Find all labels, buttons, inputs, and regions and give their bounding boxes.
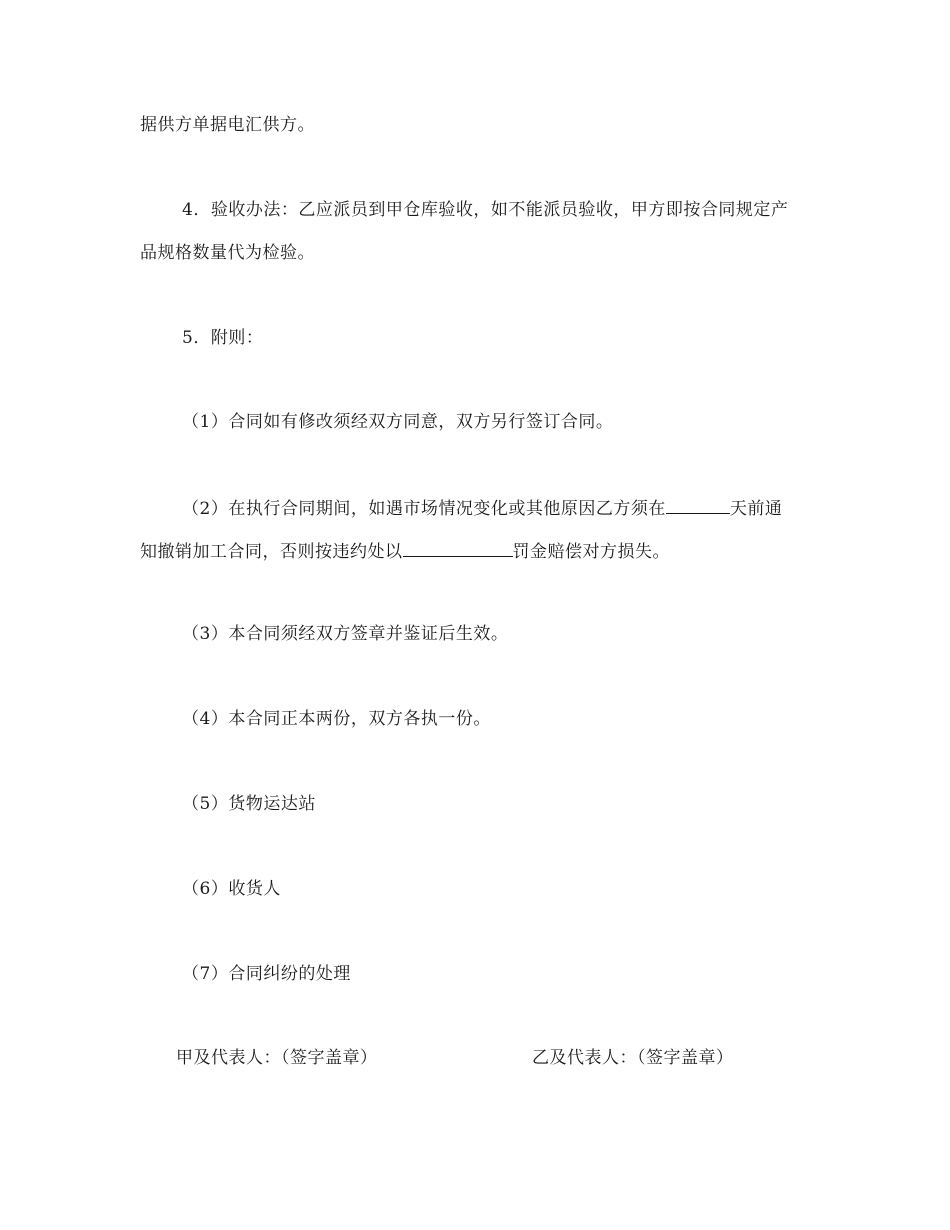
- appendix-title: 5．附则：: [182, 328, 264, 348]
- clause-5: （5）货物运达站: [182, 794, 316, 814]
- clause-2-text-d: 罚金赔偿对方损失。: [512, 542, 670, 562]
- clause-2-text-c: 知撤销加工合同，否则按违约处以: [140, 542, 403, 562]
- clause-3: （3）本合同须经双方签章并鉴证后生效。: [182, 624, 509, 644]
- payment-tail-text: 据供方单据电汇供方。: [140, 115, 315, 135]
- days-blank-field[interactable]: [666, 497, 730, 514]
- clause-2-line2: [140, 540, 670, 562]
- clause-1: （1）合同如有修改须经双方同意，双方另行签订合同。: [182, 412, 614, 432]
- clause-6: （6）收货人: [182, 879, 281, 899]
- clause-2-line1: [182, 497, 782, 519]
- acceptance-method-line1: 4．验收办法：乙应派员到甲仓库验收，如不能派员验收，甲方即按合同规定产: [182, 200, 789, 220]
- party-b-signature-label: 乙及代表人：（签字盖章）: [532, 1048, 734, 1068]
- penalty-blank-field[interactable]: [403, 540, 513, 557]
- party-a-signature-label: 甲及代表人：（签字盖章）: [176, 1048, 378, 1068]
- clause-2-text-b: 天前通: [729, 499, 783, 519]
- acceptance-method-line2: 品规格数量代为检验。: [140, 243, 315, 263]
- clause-4: （4）本合同正本两份，双方各执一份。: [182, 709, 491, 729]
- clause-2-text-a: （2）在执行合同期间，如遇市场情况变化或其他原因乙方须在: [182, 499, 666, 519]
- clause-7: （7）合同纠纷的处理: [182, 964, 351, 984]
